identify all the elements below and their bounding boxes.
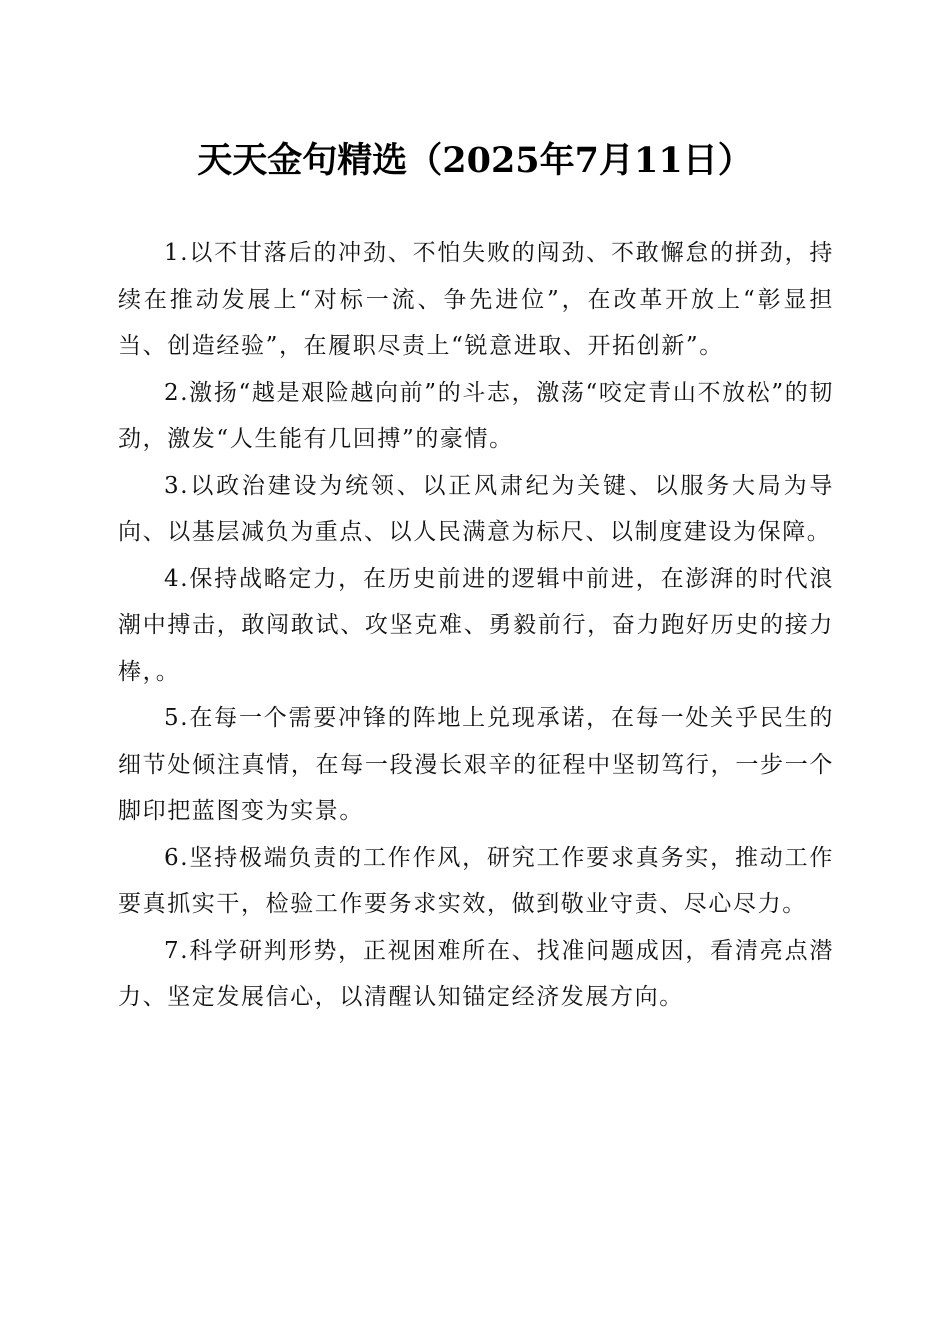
paragraph-7: 7.科学研判形势，正视困难所在、找准问题成因，看清亮点潜力、坚定发展信心，以清醒认知锚定经济发展方向。 — [118, 937, 834, 1010]
document-body — [118, 230, 834, 1021]
paragraph-4: 4.保持战略定力，在历史前进的逻辑中前进，在澎湃的时代浪潮中搏击，敢闯敢试、攻坚克难、勇毅前行，奋力跑好历史的接力棒，。 — [118, 565, 834, 685]
paragraph-6: 6.坚持极端负责的工作作风，研究工作要求真务实，推动工作要真抓实干，检验工作要务求实效，做到敬业守责、尽心尽力。 — [118, 844, 834, 917]
paragraph-2: 2.激扬“越是艰险越向前”的斗志，激荡“咬定青山不放松”的韧劲，激发“人生能有几回搏”的豪情。 — [118, 379, 834, 452]
paragraph-1: 1.以不甘落后的冲劲、不怕失败的闯劲、不敢懈怠的拼劲，持续在推动发展上“对标一流、争先进位”，在改革开放上“彰显担当、创造经验”，在履职尽责上“锐意进取、开拓创新”。 — [118, 240, 834, 359]
document-title: 天天金句精选（2025年7月11日） — [197, 140, 753, 181]
paragraph-5: 5.在每一个需要冲锋的阵地上兑现承诺，在每一处关乎民生的细节处倾注真情，在每一段漫长艰辛的征程中坚韧笃行，一步一个脚印把蓝图变为实景。 — [118, 705, 834, 824]
paragraph-3: 3.以政治建设为统领、以正风肃纪为关键、以服务大局为导向、以基层减负为重点、以人民满意为标尺、以制度建设为保障。 — [118, 472, 834, 545]
